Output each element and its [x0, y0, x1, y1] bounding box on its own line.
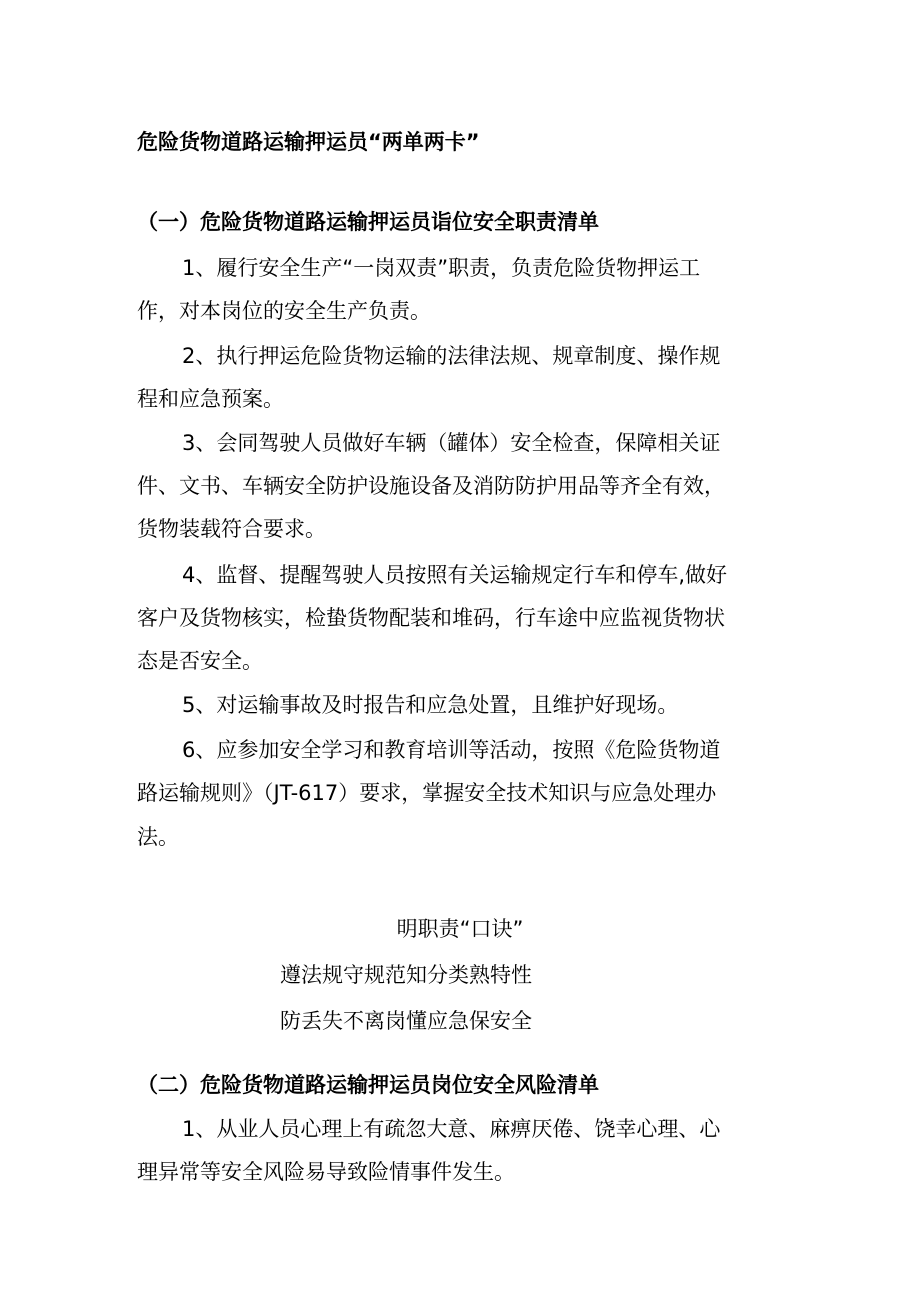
- section1-item1-line2: 作，对本岗位的安全生产负责。: [137, 299, 431, 323]
- rhyme-heading: 明职责“口诀”: [396, 917, 524, 941]
- section1-item2-line1: 2、执行押运危险货物运输的法律法规、规章制度、操作规: [182, 344, 721, 368]
- section1-item1-line1: 1、履行安全生产“一岗双责”职责，负责危险货物押运工: [182, 256, 701, 280]
- section1-item6-line3: 法。: [137, 825, 179, 849]
- rhyme-line1: 遵法规守规范知分类熟特性: [280, 963, 532, 987]
- section2-heading: （二）危险货物道路运输押运员岗位安全风险清单: [137, 1073, 599, 1097]
- section2-item1-line1: 1、从业人员心理上有疏忽大意、麻痹厌倦、饶幸心理、心: [182, 1117, 721, 1141]
- section1-item4-line1: 4、监督、提醒驾驶人员按照有关运输规定行车和停车,做好: [182, 563, 728, 587]
- section1-heading: （一）危险货物道路运输押运员诣位安全职责清单: [137, 210, 599, 234]
- section1-item6-line1: 6、应参加安全学习和教育培训等活动，按照《危险货物道: [182, 738, 721, 762]
- section1-item5-line1: 5、对运输事故及时报告和应急处置，且维护好现场。: [182, 693, 679, 717]
- rhyme-line2: 防丢失不离岗懂应急保安全: [280, 1009, 532, 1033]
- section1-item2-line2: 程和应急预案。: [137, 387, 284, 411]
- section1-item3-line2: 件、文书、车辆安全防护设施设备及消防防护用品等齐全有效，: [137, 474, 725, 498]
- section1-item3-line1: 3、会同驾驶人员做好车辆（罐体）安全检查，保障相关证: [182, 431, 721, 455]
- section1-item4-line3: 态是否安全。: [137, 649, 263, 673]
- section1-item6-line2: 路运输规则》（JT-617）要求，掌握安全技术知识与应急处理办: [137, 781, 717, 805]
- section2-item1-line2: 理异常等安全风险易导致险情事件发生。: [137, 1160, 515, 1184]
- document-title: 危险货物道路运输押运员“两单两卡”: [137, 130, 480, 154]
- section1-item4-line2: 客户及货物核实，检蛰货物配装和堆码，行车途中应监视货物状: [137, 606, 725, 630]
- section1-item3-line3: 货物装载符合要求。: [137, 517, 326, 541]
